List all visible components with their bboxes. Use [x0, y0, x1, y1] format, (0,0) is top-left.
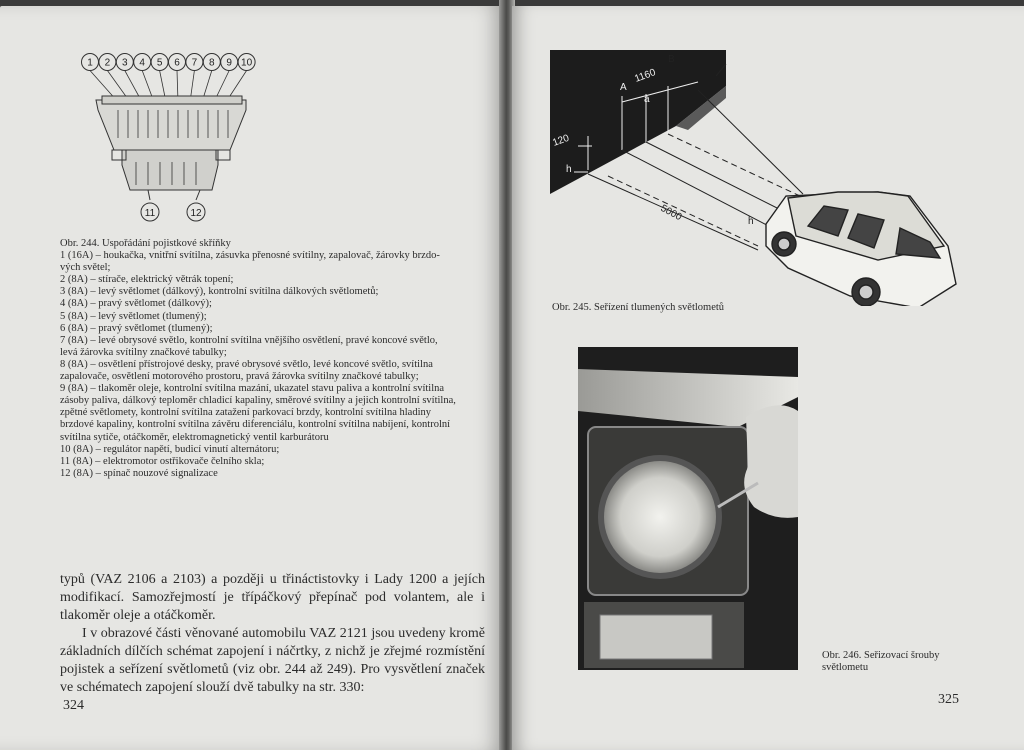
fuse-label-10: 10	[241, 57, 253, 69]
caption-line: zapalovače, osvětlení motorového prostoru, pravá žárovka svítilny značkové tabulky;	[60, 371, 419, 383]
headlight-aiming-diagram	[548, 46, 963, 306]
fuse-label-7: 7	[191, 57, 198, 69]
fuse-label-5: 5	[156, 57, 163, 69]
fig245-label-h2: h	[748, 216, 754, 227]
body-text	[60, 571, 485, 697]
fig245-label-B: B	[668, 54, 675, 65]
fuse-label-11: 11	[144, 208, 156, 219]
caption-line: 10 (8A) – regulátor napětí, budicí vinutí alternátoru;	[60, 443, 280, 455]
figure-245-caption: Obr. 245. Seřízení tlumených světlometů	[552, 302, 725, 313]
caption-line: 6 (8A) – pravý světlomet (tlumený);	[60, 322, 213, 334]
fuse-label-2: 2	[104, 57, 111, 69]
caption-line: 8 (8A) – osvětlení přístrojové desky, pravé obrysové světlo, levé koncové světlo, svítilna	[60, 358, 433, 370]
fuse-label-9: 9	[226, 57, 232, 69]
caption-line: svítilna sytiče, otáčkoměr, elektromagnetický ventil karburátoru	[60, 431, 329, 443]
figure-246-caption: Obr. 246. Seřizovací šrouby světlometu	[822, 650, 940, 673]
fuse-label-4: 4	[139, 57, 145, 69]
caption-line: levá žárovka svítilny značkové tabulky;	[60, 346, 227, 358]
caption-line: 2 (8A) – stírače, elektrický větrák topení;	[60, 274, 234, 286]
page-number-left: 324	[63, 698, 84, 713]
caption-line: vých světel;	[60, 262, 111, 274]
fuse-label-1: 1	[87, 57, 93, 69]
car-drawing	[766, 192, 956, 306]
fig245-label-a: a	[644, 94, 650, 105]
caption-line: 11 (8A) – elektromotor ostřikovače čelního skla;	[60, 455, 265, 467]
figure-244-caption	[60, 238, 492, 480]
fig245-label-1160: 1160	[633, 67, 658, 85]
fig245-label-h: h	[566, 164, 572, 175]
caption-line: 7 (8A) – levé obrysové světlo, kontrolní svítilna vnějšího osvětlení, pravé koncové světlo,	[60, 334, 438, 346]
body-paragraph: I v obrazové části věnované automobilu VAZ 2121 jsou uvedeny kromě základních dílčích schémat zapojení i náčrtky, z nichž je zřejmé rozmístění pojistek a seřízení světlometů (viz obr. 244 až 249). Pro vysvětlení značek ve schématech zapojení slouží dvě tabulky na str. 330:	[60, 626, 485, 695]
caption-line: zásoby paliva, dálkový teploměr chladicí kapaliny, směrové svítilny a jejich kontrolní svítilna,	[60, 395, 456, 407]
body-paragraph: typů (VAZ 2106 a 2103) a později u třináctistovky i Lady 1200 a jejích modifikací. Samozřejmostí je třípáčkový přepínač pod volantem, ale i tlakoměr oleje a otáčkoměr.	[60, 572, 485, 623]
fuse-label-6: 6	[174, 57, 180, 69]
fuse-box-diagram	[78, 50, 263, 230]
caption-line: 4 (8A) – pravý světlomet (dálkový);	[60, 298, 212, 310]
caption-line: Obr. 244. Uspořádání pojistkové skříňky	[60, 238, 231, 249]
fig245-label-A: A	[620, 82, 627, 93]
fig245-label-5000: 5000	[658, 202, 684, 224]
page-number-right: 325	[938, 692, 959, 707]
fuse-label-3: 3	[122, 57, 128, 69]
caption-line: 12 (8A) – spínač nouzové signalizace	[60, 467, 218, 479]
caption-line: 3 (8A) – levý světlomet (dálkový), kontrolní svítilna dálkových světlometů;	[60, 286, 379, 298]
headlight-photo	[578, 347, 798, 670]
caption-line: zpětné světlomety, kontrolní svítilna zatažení parkovací brzdy, kontrolní svítilna hladiny	[60, 407, 431, 419]
fuse-label-8: 8	[209, 57, 215, 69]
caption-line: 9 (8A) – tlakoměr oleje, kontrolní svítilna mazání, ukazatel stavu paliva a kontrolní svítilna	[60, 383, 445, 395]
fig245-label-120: 120	[551, 132, 571, 149]
fuse-label-12: 12	[190, 208, 202, 219]
left-page	[0, 6, 505, 750]
caption-line: brzdové kapaliny, kontrolní svítilna závěru diferenciálu, kontrolní svítilna nabíjení, kontrolní	[60, 419, 451, 431]
caption-line: 5 (8A) – levý světlomet (tlumený);	[60, 310, 207, 322]
caption-line: 1 (16A) – houkačka, vnitřní svítilna, zásuvka přenosné svítilny, zapalovač, žárovky brzdo-	[60, 250, 440, 262]
